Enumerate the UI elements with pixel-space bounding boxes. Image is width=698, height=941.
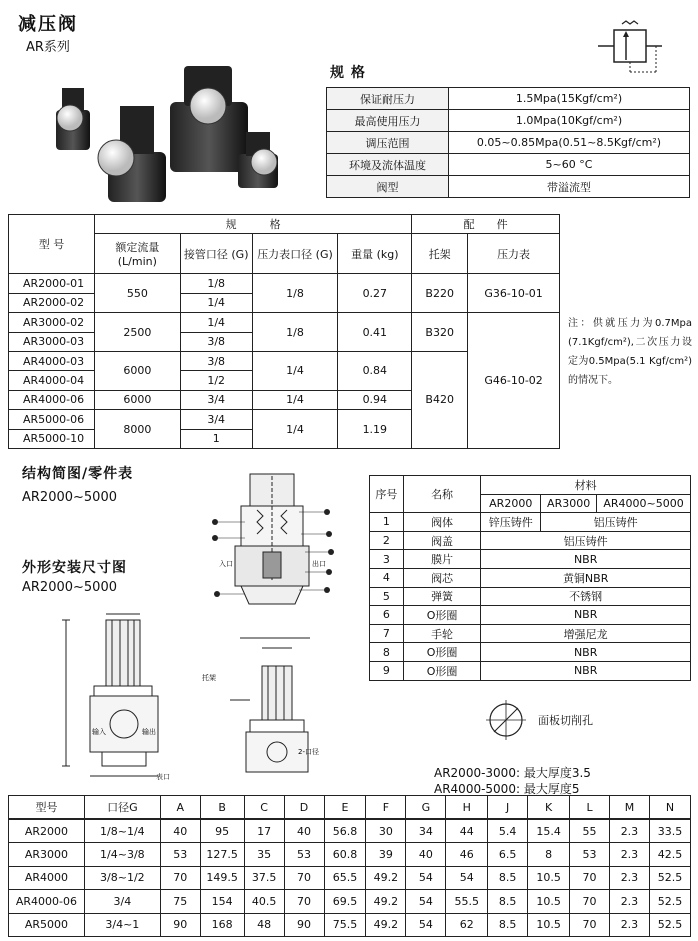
structure-range: AR2000~5000 (22, 490, 117, 505)
part-no: 4 (370, 568, 404, 587)
dim-value-cell: 90 (284, 913, 324, 937)
dim-header-cell: N (649, 796, 690, 820)
header-gauge-port: 压力表口径 (G) (252, 234, 338, 274)
spec-value: 1.0Mpa(10Kgf/cm²) (449, 110, 690, 132)
port-cell: 3/4 (180, 390, 252, 409)
port-cell: 1 (180, 429, 252, 448)
header-ar2000: AR2000 (481, 494, 541, 513)
dim-value-cell: 1/8~1/4 (84, 819, 160, 843)
dim-model-cell: AR3000 (9, 843, 85, 867)
spec-value: 5~60 °C (449, 154, 690, 176)
dim-value-cell: 55 (570, 819, 610, 843)
dim-value-cell: 40 (160, 819, 200, 843)
outline-out-label: 输出 (142, 728, 156, 736)
dim-value-cell: 49.2 (366, 890, 406, 914)
part-no: 6 (370, 606, 404, 625)
dim-model-cell: AR4000-06 (9, 890, 85, 914)
table-row (370, 587, 691, 606)
dim-value-cell: 70 (570, 913, 610, 937)
dim-value-cell: 70 (570, 866, 610, 890)
table-row (370, 643, 691, 662)
part-name: 膜片 (403, 550, 480, 569)
part-no: 5 (370, 587, 404, 606)
table-row (9, 913, 691, 937)
spec-value: 1.5Mpa(15Kgf/cm²) (449, 88, 690, 110)
part-material: 黄铜NBR (481, 568, 691, 587)
dim-value-cell: 54 (446, 866, 488, 890)
weight-cell: 1.19 (338, 410, 412, 449)
port-cell: 3/4 (180, 410, 252, 429)
page-subtitle: AR系列 (26, 40, 70, 55)
pressure-note: 注：供就压力为0.7Mpa (7.1Kgf/cm²),二次压力设定为0.5Mpa(5.1 Kgf/cm²)的情况下。 (568, 318, 692, 386)
table-row (9, 843, 691, 867)
dim-value-cell: 3/8~1/2 (84, 866, 160, 890)
part-material: 不锈钢 (481, 587, 691, 606)
table-row (370, 513, 691, 532)
header-gauge: 压力表 (468, 234, 560, 274)
structure-heading: 结构简图/零件表 (22, 466, 134, 482)
page-title: 减压阀 (18, 14, 78, 35)
dim-value-cell: 154 (200, 890, 244, 914)
part-no: 3 (370, 550, 404, 569)
port-cell: 1/8 (180, 274, 252, 293)
spec-label: 环境及流体温度 (327, 154, 449, 176)
port-cell: 1/2 (180, 371, 252, 390)
table-row (9, 866, 691, 890)
part-no: 2 (370, 531, 404, 550)
dim-header-cell: A (160, 796, 200, 820)
flow-cell: 6000 (94, 351, 180, 390)
part-material: NBR (481, 661, 691, 680)
spec-value: 带溢流型 (449, 176, 690, 198)
part-name: 手轮 (403, 624, 480, 643)
dim-value-cell: 34 (406, 819, 446, 843)
dim-value-cell: 70 (284, 890, 324, 914)
model-cell: AR4000-04 (9, 371, 95, 390)
gauge-port-cell: 1/4 (252, 410, 338, 449)
dim-header-cell: J (488, 796, 528, 820)
dimension-table (8, 795, 691, 937)
part-no: 9 (370, 661, 404, 680)
part-no: 7 (370, 624, 404, 643)
part-material: 增强尼龙 (481, 624, 691, 643)
table-row (370, 661, 691, 680)
dim-value-cell: 52.5 (649, 913, 690, 937)
weight-cell: 0.94 (338, 390, 412, 409)
dim-value-cell: 46 (446, 843, 488, 867)
dim-value-cell: 75 (160, 890, 200, 914)
dim-value-cell: 2.3 (609, 866, 649, 890)
dim-value-cell: 40 (284, 819, 324, 843)
dim-header-cell: E (324, 796, 366, 820)
dim-model-cell: AR4000 (9, 866, 85, 890)
dim-value-cell: 10.5 (528, 890, 570, 914)
table-row (9, 215, 560, 234)
part-name: O形圈 (403, 606, 480, 625)
dim-value-cell: 35 (244, 843, 284, 867)
dim-value-cell: 5.4 (488, 819, 528, 843)
dim-value-cell: 52.5 (649, 866, 690, 890)
dim-header-cell: L (570, 796, 610, 820)
outline-heading: 外形安装尺寸图 (22, 560, 127, 576)
thickness-note-1: AR2000-3000: 最大厚度3.5 (434, 766, 591, 780)
flow-cell: 8000 (94, 410, 180, 449)
dim-value-cell: 42.5 (649, 843, 690, 867)
dim-model-cell: AR5000 (9, 913, 85, 937)
model-cell: AR4000-06 (9, 390, 95, 409)
dim-value-cell: 60.8 (324, 843, 366, 867)
dim-header-cell: 型号 (9, 796, 85, 820)
gauge-cell: G46-10-02 (468, 313, 560, 449)
dim-value-cell: 70 (284, 866, 324, 890)
dim-value-cell: 33.5 (649, 819, 690, 843)
port-out-label: 出口 (312, 560, 326, 568)
gauge-port-cell: 1/4 (252, 351, 338, 390)
model-cell: AR3000-03 (9, 332, 95, 351)
dim-value-cell: 56.8 (324, 819, 366, 843)
table-row (370, 624, 691, 643)
thickness-note-2: AR4000-5000: 最大厚度5 (434, 782, 580, 796)
part-material: 锌压铸件 (481, 513, 541, 532)
dim-value-cell: 127.5 (200, 843, 244, 867)
spec-label: 阀型 (327, 176, 449, 198)
table-row (370, 568, 691, 587)
table-row (327, 88, 690, 110)
dim-value-cell: 69.5 (324, 890, 366, 914)
dim-value-cell: 53 (284, 843, 324, 867)
table-row (9, 819, 691, 843)
part-material: 铝压铸件 (481, 531, 691, 550)
gauge-port-cell: 1/8 (252, 313, 338, 352)
product-photo-icon (50, 62, 290, 212)
model-cell: AR5000-10 (9, 429, 95, 448)
header-accessory-group: 配 件 (412, 215, 560, 234)
outline-front-drawing-icon (50, 610, 195, 785)
header-ar4000-5000: AR4000~5000 (597, 494, 691, 513)
gauge-port-cell: 1/8 (252, 274, 338, 313)
flow-cell: 6000 (94, 390, 180, 409)
parts-table (369, 475, 691, 681)
table-row (9, 274, 560, 293)
flow-cell: 550 (94, 274, 180, 313)
table-header-row (9, 796, 691, 820)
part-material: NBR (481, 550, 691, 569)
table-row (370, 550, 691, 569)
dim-value-cell: 6.5 (488, 843, 528, 867)
spec-value: 0.05~0.85Mpa(0.51~8.5Kgf/cm²) (449, 132, 690, 154)
port-size-label: 2-口径 (298, 748, 319, 756)
outline-range: AR2000~5000 (22, 580, 117, 595)
dim-value-cell: 17 (244, 819, 284, 843)
dim-value-cell: 53 (160, 843, 200, 867)
header-flow: 额定流量 (L/min) (94, 234, 180, 274)
dim-value-cell: 40 (406, 843, 446, 867)
part-name: 弹簧 (403, 587, 480, 606)
table-row (327, 176, 690, 198)
header-name: 名称 (403, 476, 480, 513)
cross-section-drawing-icon (205, 470, 340, 615)
spec-label: 最高使用压力 (327, 110, 449, 132)
weight-cell: 0.41 (338, 313, 412, 352)
outline-side-drawing-icon (200, 630, 335, 780)
dim-value-cell: 54 (406, 913, 446, 937)
table-row (327, 110, 690, 132)
dim-header-cell: F (366, 796, 406, 820)
part-material: NBR (481, 643, 691, 662)
dim-value-cell: 8 (528, 843, 570, 867)
dim-value-cell: 37.5 (244, 866, 284, 890)
header-weight: 重量 (kg) (338, 234, 412, 274)
panel-cut-hole-icon (486, 700, 526, 740)
part-name: O形圈 (403, 643, 480, 662)
part-name: 阀体 (403, 513, 480, 532)
dim-value-cell: 62 (446, 913, 488, 937)
table-row (370, 531, 691, 550)
dim-value-cell: 55.5 (446, 890, 488, 914)
dim-header-cell: G (406, 796, 446, 820)
dim-value-cell: 49.2 (366, 913, 406, 937)
spec-label: 保证耐压力 (327, 88, 449, 110)
model-table (8, 214, 560, 449)
port-cell: 1/4 (180, 313, 252, 332)
dim-value-cell: 2.3 (609, 843, 649, 867)
dim-value-cell: 75.5 (324, 913, 366, 937)
header-no: 序号 (370, 476, 404, 513)
dim-header-cell: H (446, 796, 488, 820)
dim-value-cell: 168 (200, 913, 244, 937)
valve-symbol-icon (596, 20, 664, 74)
dim-value-cell: 2.3 (609, 913, 649, 937)
part-material: 铝压铸件 (541, 513, 691, 532)
bracket-cell: B420 (412, 351, 468, 448)
spec-label: 调压范围 (327, 132, 449, 154)
table-row (327, 154, 690, 176)
dim-value-cell: 44 (446, 819, 488, 843)
table-row (370, 476, 691, 495)
dim-value-cell: 2.3 (609, 890, 649, 914)
dim-value-cell: 149.5 (200, 866, 244, 890)
table-row (9, 313, 560, 332)
dim-header-cell: D (284, 796, 324, 820)
dim-value-cell: 8.5 (488, 913, 528, 937)
dim-value-cell: 95 (200, 819, 244, 843)
part-material: NBR (481, 606, 691, 625)
dim-value-cell: 53 (570, 843, 610, 867)
model-cell: AR2000-01 (9, 274, 95, 293)
model-cell: AR3000-02 (9, 313, 95, 332)
dim-value-cell: 54 (406, 866, 446, 890)
gauge-port-cell: 1/4 (252, 390, 338, 409)
dim-header-cell: 口径G (84, 796, 160, 820)
weight-cell: 0.27 (338, 274, 412, 313)
dim-value-cell: 52.5 (649, 890, 690, 914)
dim-value-cell: 8.5 (488, 866, 528, 890)
header-material: 材料 (481, 476, 691, 495)
gauge-cell: G36-10-01 (468, 274, 560, 313)
port-cell: 3/8 (180, 351, 252, 370)
dim-value-cell: 30 (366, 819, 406, 843)
header-spec-group: 规 格 (94, 215, 411, 234)
flow-cell: 2500 (94, 313, 180, 352)
dim-header-cell: K (528, 796, 570, 820)
dim-value-cell: 70 (570, 890, 610, 914)
dim-model-cell: AR2000 (9, 819, 85, 843)
dim-header-cell: C (244, 796, 284, 820)
dim-value-cell: 49.2 (366, 866, 406, 890)
part-name: 阀芯 (403, 568, 480, 587)
port-cell: 3/8 (180, 332, 252, 351)
bracket-cell: B220 (412, 274, 468, 313)
part-no: 1 (370, 513, 404, 532)
header-ar3000: AR3000 (541, 494, 597, 513)
gauge-port-label: 表口 (156, 773, 170, 781)
header-port: 接管口径 (G) (180, 234, 252, 274)
dim-value-cell: 3/4~1 (84, 913, 160, 937)
dim-header-cell: B (200, 796, 244, 820)
dim-value-cell: 15.4 (528, 819, 570, 843)
dim-value-cell: 1/4~3/8 (84, 843, 160, 867)
dim-value-cell: 40.5 (244, 890, 284, 914)
dim-value-cell: 10.5 (528, 913, 570, 937)
model-cell: AR2000-02 (9, 293, 95, 312)
table-row (327, 132, 690, 154)
specs-heading: 规 格 (330, 65, 366, 81)
dim-value-cell: 90 (160, 913, 200, 937)
specs-table (326, 87, 690, 198)
dim-value-cell: 8.5 (488, 890, 528, 914)
dim-value-cell: 3/4 (84, 890, 160, 914)
dim-value-cell: 10.5 (528, 866, 570, 890)
model-cell: AR5000-06 (9, 410, 95, 429)
dim-value-cell: 2.3 (609, 819, 649, 843)
port-cell: 1/4 (180, 293, 252, 312)
dim-value-cell: 39 (366, 843, 406, 867)
dim-value-cell: 48 (244, 913, 284, 937)
dim-header-cell: M (609, 796, 649, 820)
header-bracket: 托架 (412, 234, 468, 274)
part-name: O形圈 (403, 661, 480, 680)
part-name: 阀盖 (403, 531, 480, 550)
bracket-cell: B320 (412, 313, 468, 352)
model-cell: AR4000-03 (9, 351, 95, 370)
dim-value-cell: 65.5 (324, 866, 366, 890)
panel-cut-hole-label: 面板切削孔 (538, 714, 593, 727)
outline-in-label: 输入 (92, 728, 106, 736)
header-model: 型 号 (9, 215, 95, 274)
dim-value-cell: 70 (160, 866, 200, 890)
table-row (370, 606, 691, 625)
dim-value-cell: 54 (406, 890, 446, 914)
bracket-label: 托架 (202, 674, 216, 682)
port-in-label: 入口 (219, 560, 233, 568)
weight-cell: 0.84 (338, 351, 412, 390)
part-no: 8 (370, 643, 404, 662)
table-row (9, 890, 691, 914)
